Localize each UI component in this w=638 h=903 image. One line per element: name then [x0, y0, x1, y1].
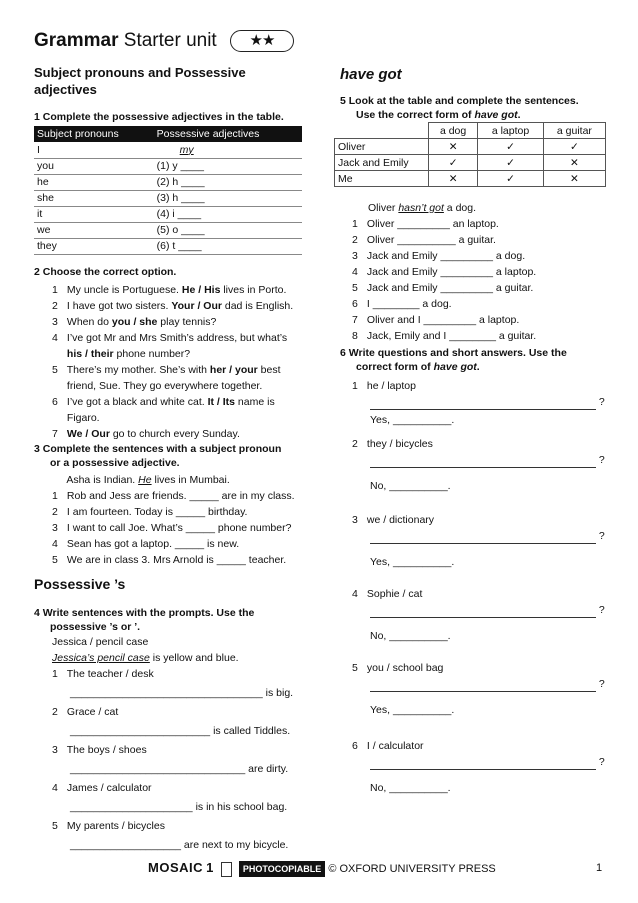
- check-icon: ✓: [543, 139, 605, 155]
- example-prompt: Jessica / pencil case: [52, 636, 149, 648]
- item-number: 6: [352, 740, 358, 752]
- table-row: [34, 190, 302, 206]
- example-line: [52, 472, 295, 488]
- item-number: 5: [352, 282, 358, 294]
- item-text: Asha is Indian.: [66, 474, 139, 486]
- item-text: We are in class 3. Mrs Arnold is _____ teacher.: [66, 554, 287, 566]
- question-mark: ?: [598, 454, 605, 466]
- list-item: [52, 426, 293, 442]
- item-text: There’s my mother. She’s with: [66, 364, 210, 376]
- item-number: 6: [52, 396, 58, 408]
- list-item: [52, 330, 293, 346]
- table-row: [34, 142, 302, 158]
- answer-line[interactable]: [70, 685, 304, 701]
- ex2-list: [52, 282, 293, 442]
- row-label: Me: [335, 171, 429, 187]
- item-text: is called Tiddles.: [213, 725, 291, 737]
- question-mark: ?: [598, 396, 605, 408]
- short-answer[interactable]: No, __________.: [370, 480, 451, 492]
- list-item: [52, 298, 293, 314]
- heading-line: 5 Look at the table and complete the sentences.: [340, 95, 579, 107]
- page-number: 1: [596, 862, 603, 874]
- have-got-table: [334, 122, 606, 187]
- item-text: I have got two sisters.: [66, 300, 172, 312]
- table-cell: I: [34, 142, 154, 158]
- item-number: 2: [352, 234, 358, 246]
- item-text: I ________ a dog.: [366, 298, 452, 310]
- item-number: 5: [52, 554, 58, 566]
- list-item: [52, 410, 293, 426]
- ex4-list: [52, 634, 304, 856]
- table-row: [335, 155, 606, 171]
- short-answer[interactable]: No, __________.: [370, 782, 451, 794]
- ex6-item-5: [352, 660, 605, 718]
- col-header: a guitar: [543, 123, 605, 139]
- item-prompt: James / calculator: [66, 782, 152, 794]
- item-text: Oliver: [368, 202, 399, 214]
- table-row: [34, 158, 302, 174]
- question-mark: ?: [598, 530, 605, 542]
- title-rest: Starter unit: [123, 30, 217, 52]
- item-number: 7: [52, 428, 58, 440]
- heading-emph: have got: [433, 361, 477, 373]
- ex3-list: [52, 472, 295, 568]
- question-input[interactable]: [370, 607, 596, 618]
- list-item[interactable]: [52, 520, 295, 536]
- item-number: 1: [52, 284, 58, 296]
- item-text: When do: [66, 316, 112, 328]
- blank-line[interactable]: _____________________: [70, 801, 193, 813]
- item-text: Oliver and I _________ a laptop.: [366, 314, 520, 326]
- list-item[interactable]: [352, 232, 536, 248]
- check-icon: ✓: [478, 139, 544, 155]
- item-text: is yellow and blue.: [149, 652, 239, 664]
- check-icon: ✓: [478, 171, 544, 187]
- short-answer[interactable]: Yes, __________.: [370, 704, 455, 716]
- table-row: [34, 206, 302, 222]
- table-row: [335, 139, 606, 155]
- list-item[interactable]: [352, 296, 536, 312]
- example-answer: He: [138, 474, 152, 486]
- heading-line: Use the correct form of: [356, 109, 475, 121]
- item-prompt: My parents / bicycles: [66, 820, 165, 832]
- section-title-have-got: have got: [340, 66, 402, 83]
- item-prompt: The boys / shoes: [66, 744, 147, 756]
- item-text: go to church every Sunday.: [109, 428, 240, 440]
- item-prompt: they / bicycles: [366, 438, 433, 450]
- item-prompt: The teacher / desk: [66, 668, 154, 680]
- col-header: Subject pronouns: [34, 126, 154, 142]
- list-item[interactable]: [52, 488, 295, 504]
- example-line: [352, 200, 536, 216]
- ex6-item-2: [352, 436, 605, 494]
- table-cell: they: [34, 238, 154, 254]
- ex5-heading: [340, 94, 579, 122]
- table-cell: we: [34, 222, 154, 238]
- col-header: Possessive adjectives: [154, 126, 302, 142]
- table-cell: my: [154, 142, 302, 158]
- item-number: 2: [52, 300, 58, 312]
- cross-icon: ✕: [429, 171, 478, 187]
- item-text: is big.: [265, 687, 294, 699]
- list-item[interactable]: [352, 216, 536, 232]
- item-number: 5: [52, 364, 58, 376]
- blank-line[interactable]: ______________________________: [70, 763, 246, 775]
- answer-line[interactable]: [70, 723, 304, 739]
- heading-punct: .: [517, 109, 521, 121]
- section-title-possessive: Possessive ’s: [34, 576, 126, 592]
- difficulty-stars-icon: ★★: [230, 30, 294, 52]
- list-item: [52, 346, 293, 362]
- option-choice[interactable]: It / Its: [207, 396, 236, 408]
- item-prompt: he / laptop: [366, 380, 416, 392]
- item-text: I want to call Joe. What’s _____ phone number?: [66, 522, 292, 534]
- answer-line[interactable]: [70, 761, 304, 777]
- heading-line: 6 Write questions and short answers. Use the: [340, 347, 567, 359]
- item-text: Figaro.: [66, 412, 100, 424]
- cross-icon: ✕: [543, 155, 605, 171]
- question-mark: ?: [598, 756, 605, 768]
- table-row: [34, 174, 302, 190]
- table-cell: she: [34, 190, 154, 206]
- brand-logo: MOSAIC: [148, 860, 203, 875]
- item-number: 5: [352, 662, 358, 674]
- section-title-pronouns: Subject pronouns and Possessive adjectives: [34, 65, 246, 97]
- heading-line: or a possessive adjective.: [50, 457, 180, 469]
- table-cell[interactable]: (5) o ____: [154, 222, 302, 238]
- option-choice[interactable]: you / she: [111, 316, 158, 328]
- list-item: [52, 394, 293, 410]
- cross-icon: ✕: [543, 171, 605, 187]
- question-input[interactable]: [370, 681, 596, 692]
- item-number: 7: [352, 314, 358, 326]
- example-line: [52, 650, 304, 666]
- option-choice[interactable]: her / your: [209, 364, 258, 376]
- item-number: 3: [52, 316, 58, 328]
- item-text: I am fourteen. Today is _____ birthday.: [66, 506, 248, 518]
- short-answer[interactable]: Yes, __________.: [370, 556, 455, 568]
- question-mark: ?: [598, 678, 605, 690]
- item-text: are dirty.: [248, 763, 289, 775]
- item-number: 1: [52, 668, 58, 680]
- item-text: dad is English.: [221, 300, 294, 312]
- item-number: 3: [352, 250, 358, 262]
- table-corner: [335, 123, 429, 139]
- table-cell[interactable]: (1) y ____: [154, 158, 302, 174]
- heading-line: 4 Write sentences with the prompts. Use the: [34, 607, 255, 619]
- option-choice[interactable]: He / His: [181, 284, 221, 296]
- col-header: a dog: [429, 123, 478, 139]
- ex6-item-1: [352, 378, 605, 428]
- item-text: friend, Sue. They go everywhere together.: [66, 380, 263, 392]
- item-number: 6: [352, 298, 358, 310]
- item-text: Oliver _________ an laptop.: [366, 218, 499, 230]
- list-item: [52, 378, 293, 394]
- check-icon: ✓: [478, 155, 544, 171]
- item-number: 4: [352, 588, 358, 600]
- table-cell[interactable]: (2) h ____: [154, 174, 302, 190]
- question-input[interactable]: [370, 399, 596, 410]
- ex3-heading: [34, 442, 281, 470]
- item-text: Jack, Emily and I ________ a guitar.: [366, 330, 537, 342]
- list-item[interactable]: [52, 552, 295, 568]
- short-answer[interactable]: No, __________.: [370, 630, 451, 642]
- level-number: 1: [206, 860, 214, 875]
- option-choice[interactable]: his / their: [66, 348, 114, 360]
- option-choice[interactable]: We / Our: [66, 428, 110, 440]
- row-label: Oliver: [335, 139, 429, 155]
- item-text: lives in Porto.: [220, 284, 287, 296]
- item-number: 5: [52, 820, 58, 832]
- ex6-heading: [340, 346, 567, 374]
- item-number: 8: [352, 330, 358, 342]
- item-number: 2: [52, 506, 58, 518]
- item-text: Jack and Emily _________ a laptop.: [366, 266, 537, 278]
- item-text: My uncle is Portuguese.: [66, 284, 182, 296]
- heading-punct: .: [476, 361, 480, 373]
- item-number: 4: [52, 538, 58, 550]
- answer-line[interactable]: [70, 799, 304, 815]
- blank-line[interactable]: ___________________: [70, 839, 181, 851]
- item-text: Rob and Jess are friends. _____ are in my class.: [66, 490, 295, 502]
- item-number: 4: [52, 332, 58, 344]
- list-item: [52, 742, 304, 758]
- blank-line[interactable]: ________________________: [70, 725, 211, 737]
- item-text: Oliver __________ a guitar.: [366, 234, 496, 246]
- item-text: phone number?: [113, 348, 191, 360]
- list-item[interactable]: [352, 264, 536, 280]
- ex6-item-4: [352, 586, 605, 644]
- example-answer: Jessica’s pencil case: [52, 652, 150, 664]
- table-row: [34, 238, 302, 254]
- check-icon: ✓: [429, 155, 478, 171]
- book-icon: [221, 862, 232, 877]
- col-header: a laptop: [478, 123, 544, 139]
- item-text: is in his school bag.: [195, 801, 288, 813]
- item-number: 1: [52, 490, 58, 502]
- heading-line: correct form of: [356, 361, 434, 373]
- example-answer: hasn’t got: [398, 202, 444, 214]
- item-text: play tennis?: [157, 316, 217, 328]
- item-number: 3: [352, 514, 358, 526]
- item-prompt: I / calculator: [366, 740, 424, 752]
- ex1-heading: 1 Complete the possessive adjectives in the table.: [34, 111, 284, 123]
- list-item: [52, 282, 293, 298]
- row-label: Jack and Emily: [335, 155, 429, 171]
- item-text: Jack and Emily _________ a dog.: [366, 250, 526, 262]
- short-answer[interactable]: Yes, __________.: [370, 414, 455, 426]
- table-cell[interactable]: (3) h ____: [154, 190, 302, 206]
- table-cell: it: [34, 206, 154, 222]
- list-item[interactable]: [52, 504, 295, 520]
- heading-line: possessive ’s or ’.: [50, 621, 141, 633]
- ex6-item-6: [352, 738, 605, 796]
- item-prompt: you / school bag: [366, 662, 444, 674]
- item-text: best: [257, 364, 281, 376]
- question-input[interactable]: [370, 457, 596, 468]
- heading-line: 3 Complete the sentences with a subject pronoun: [34, 443, 282, 455]
- item-text: name is: [235, 396, 275, 408]
- item-text: I’ve got Mr and Mrs Smith’s address, but what’s: [66, 332, 288, 344]
- heading-emph: have got: [474, 109, 518, 121]
- item-text: Jack and Emily _________ a guitar.: [366, 282, 534, 294]
- list-item: [52, 362, 293, 378]
- item-text: are next to my bicycle.: [183, 839, 289, 851]
- list-item: [52, 818, 304, 834]
- item-prompt: we / dictionary: [366, 514, 435, 526]
- item-prompt: Sophie / cat: [366, 588, 423, 600]
- publisher: © OXFORD UNIVERSITY PRESS: [328, 863, 496, 875]
- item-number: 3: [52, 522, 58, 534]
- cross-icon: ✕: [429, 139, 478, 155]
- title-bold: Grammar: [34, 30, 119, 52]
- photocopiable-badge: PHOTOCOPIABLE: [239, 861, 325, 877]
- list-item: [52, 780, 304, 796]
- item-number: 2: [52, 706, 58, 718]
- list-item[interactable]: [352, 248, 536, 264]
- list-item: [52, 666, 304, 682]
- table-cell: he: [34, 174, 154, 190]
- item-prompt: Grace / cat: [66, 706, 119, 718]
- answer-line[interactable]: [70, 837, 304, 853]
- question-mark: ?: [598, 604, 605, 616]
- question-input[interactable]: [370, 533, 596, 544]
- item-number: 4: [352, 266, 358, 278]
- list-item[interactable]: [352, 280, 536, 296]
- item-number: 3: [52, 744, 58, 756]
- list-item[interactable]: [352, 328, 536, 344]
- list-item[interactable]: [352, 312, 536, 328]
- item-text: Sean has got a laptop. _____ is new.: [66, 538, 240, 550]
- ex4-heading: [34, 606, 254, 634]
- item-number: 4: [52, 782, 58, 794]
- item-text: lives in Mumbai.: [151, 474, 230, 486]
- item-number: 2: [352, 438, 358, 450]
- option-choice[interactable]: Your / Our: [171, 300, 222, 312]
- list-item: [52, 314, 293, 330]
- item-text: I’ve got a black and white cat.: [66, 396, 208, 408]
- table-row: [34, 222, 302, 238]
- table-cell[interactable]: (4) i ____: [154, 206, 302, 222]
- list-item[interactable]: [52, 536, 295, 552]
- item-number: 1: [352, 218, 358, 230]
- question-input[interactable]: [370, 759, 596, 770]
- page-title: [34, 30, 294, 52]
- blank-line[interactable]: _________________________________: [70, 687, 263, 699]
- footer: [148, 860, 496, 882]
- table-cell[interactable]: (6) t ____: [154, 238, 302, 254]
- table-row: [335, 171, 606, 187]
- ex5-list: [352, 200, 536, 344]
- pronoun-table: [34, 126, 302, 255]
- list-item: [52, 704, 304, 720]
- ex6-item-3: [352, 512, 605, 570]
- item-text: a dog.: [443, 202, 477, 214]
- ex2-heading: 2 Choose the correct option.: [34, 266, 177, 278]
- table-cell: you: [34, 158, 154, 174]
- item-number: 1: [352, 380, 358, 392]
